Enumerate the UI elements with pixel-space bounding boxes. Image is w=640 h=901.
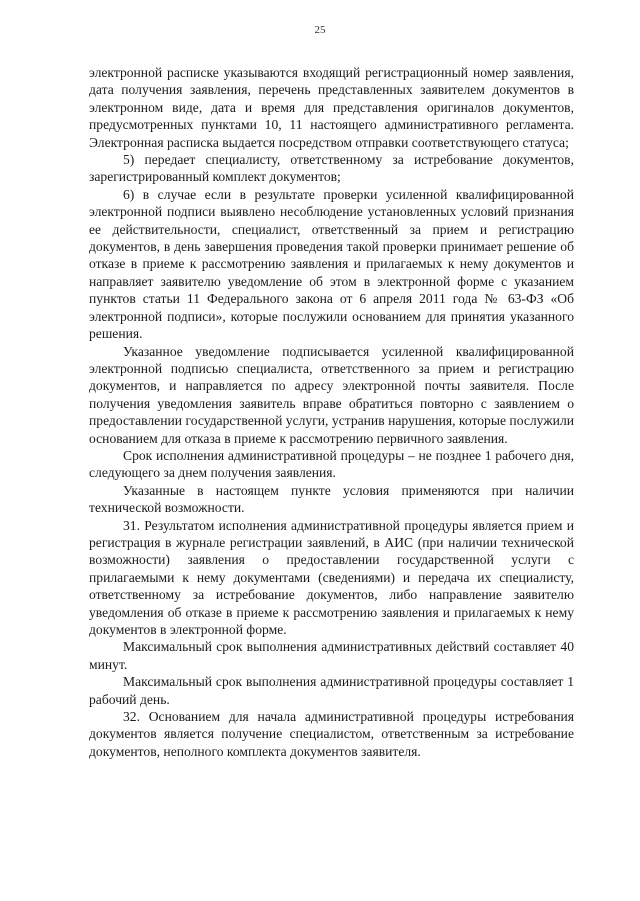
paragraph-section-31: 31. Результатом исполнения административной процедуры является прием и регистрация в журнале регистрации заявлений, в АИС (при наличии технической возможности) заявления о предоставлении государственной услуги с прилагаемыми к нему документами (сведениями) и передача их специалисту, ответственному за истребование документов, либо направление заявителю уведомления об отказе в приеме к рассмотрению заявления и прилагаемых к нему документов в электронной форме.	[89, 517, 574, 637]
paragraph-item-6: 6) в случае если в результате проверки усиленной квалифицированной электронной подписи выявлено несоблюдение установленных условий признания ее действительности, специалист, ответственный за прием и регистрацию документов, в день завершения проведения такой проверки принимает решение об отказе в приеме к рассмотрению заявления и прилагаемых к нему документов и направляет заявителю уведомление об этом в электронной форме с указанием пунктов статьи 11 Федерального закона от 6 апреля 2011 года № 63-ФЗ «Об электронной подписи», которые послужили основанием для принятия указанного решения.	[89, 186, 574, 342]
paragraph-continuation: электронной расписке указываются входящий регистрационный номер заявления, дата получения заявления, перечень представленных заявителем документов в электронном виде, дата и время для представления оригиналов документов, предусмотренных пунктами 10, 11 настоящего административного регламента. Электронная расписка выдается посредством отправки соответствующего статуса;	[89, 65, 574, 150]
paragraph-deadline: Срок исполнения административной процедуры – не позднее 1 рабочего дня, следующего за днем получения заявления.	[89, 447, 574, 481]
paragraph-max-actions-time: Максимальный срок выполнения административных действий составляет 40 минут.	[89, 639, 574, 672]
paragraph-notification: Указанное уведомление подписывается усиленной квалифицированной электронной подписью специалиста, ответственного за прием и регистрацию документов, и направляется по адресу электронной почты заявителя. После получения уведомления заявитель вправе обратиться повторно с заявлением о предоставлении государственной услуги, устранив нарушения, которые послужили основанием для отказа в приеме к рассмотрению первичного заявления.	[89, 343, 574, 446]
page-number: 25	[314, 24, 326, 36]
paragraph-max-procedure-time: Максимальный срок выполнения административной процедуры составляет 1 рабочий день.	[89, 674, 574, 707]
paragraph-item-5: 5) передает специалисту, ответственному за истребование документов, зарегистрированный комплект документов;	[89, 152, 574, 185]
paragraph-section-32: 32. Основанием для начала административной процедуры истребования документов является получение специалистом, ответственным за истребование документов, неполного комплекта документов заявителя.	[89, 709, 574, 759]
paragraph-conditions: Указанные в настоящем пункте условия применяются при наличии технической возможности.	[89, 482, 574, 516]
document-body	[89, 64, 574, 760]
